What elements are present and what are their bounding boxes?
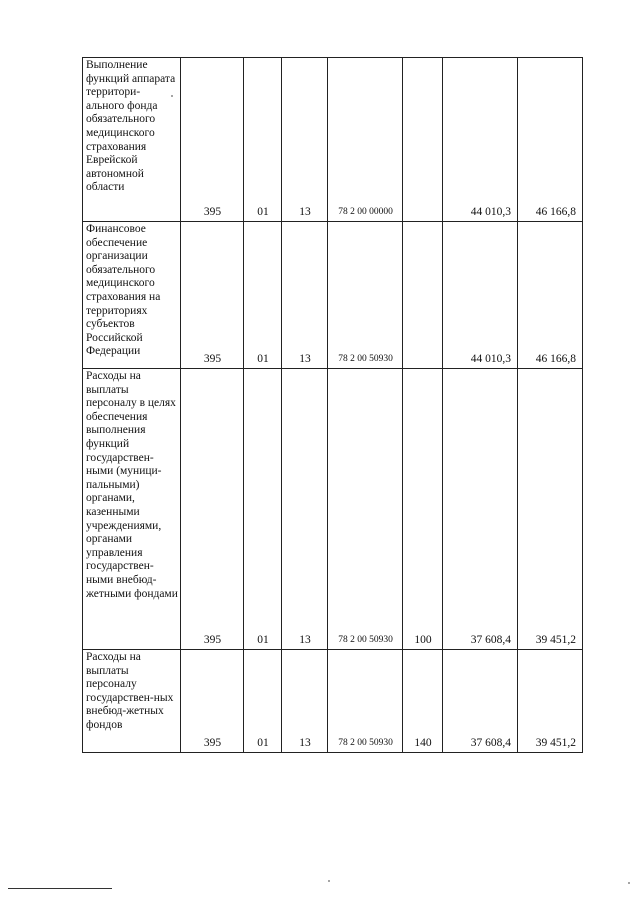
ministry-code-cell: 395	[181, 58, 244, 222]
section-code-cell: 01	[244, 58, 282, 222]
amount-1-cell: 37 608,4	[443, 650, 518, 753]
subsection-code-cell: 13	[282, 650, 328, 753]
subsection-code-cell: 13	[282, 222, 328, 369]
target-article-cell: 78 2 00 50930	[328, 650, 403, 753]
amount-1-cell: 37 608,4	[443, 369, 518, 650]
target-article-cell: 78 2 00 00000	[328, 58, 403, 222]
table-row	[83, 222, 583, 369]
row-name-cell: Финансовое обеспечение организации обязательного медицинского страхования на территориях субъектов Российской Федерации	[83, 222, 181, 369]
section-code-cell: 01	[244, 369, 282, 650]
amount-1-cell: 44 010,3	[443, 58, 518, 222]
target-article-cell: 78 2 00 50930	[328, 222, 403, 369]
expense-type-cell: 140	[403, 650, 443, 753]
amount-2-cell: 46 166,8	[518, 58, 583, 222]
amount-2-cell: 39 451,2	[518, 650, 583, 753]
table-row	[83, 650, 583, 753]
subsection-code-cell: 13	[282, 58, 328, 222]
table-row	[83, 58, 583, 222]
section-code-cell: 01	[244, 222, 282, 369]
row-name-cell: Расходы на выплаты персоналу в целях обеспечения выполнения функций государствен-ными (муници-пальными) органами, казенными учреждениями, органами управления государствен-ными внебюд-жетными фондами	[83, 369, 181, 650]
subsection-code-cell: 13	[282, 369, 328, 650]
row-name-cell: Выполнение функций аппарата территори-ального фонда обязательного медицинского страхования Еврейской автономной области	[83, 58, 181, 222]
row-name-cell: Расходы на выплаты персоналу государствен-ных внебюд-жетных фондов	[83, 650, 181, 753]
target-article-cell: 78 2 00 50930	[328, 369, 403, 650]
ministry-code-cell: 395	[181, 369, 244, 650]
scan-speck	[171, 95, 173, 97]
expense-type-cell: 100	[403, 369, 443, 650]
expense-type-cell	[403, 222, 443, 369]
section-code-cell: 01	[244, 650, 282, 753]
amount-2-cell: 39 451,2	[518, 369, 583, 650]
amount-1-cell: 44 010,3	[443, 222, 518, 369]
table-row	[83, 369, 583, 650]
amount-2-cell: 46 166,8	[518, 222, 583, 369]
footnote-separator-line	[8, 888, 112, 889]
scan-speck	[628, 882, 630, 884]
budget-table	[82, 57, 583, 753]
scan-speck	[328, 880, 330, 882]
ministry-code-cell: 395	[181, 222, 244, 369]
expense-type-cell	[403, 58, 443, 222]
ministry-code-cell: 395	[181, 650, 244, 753]
